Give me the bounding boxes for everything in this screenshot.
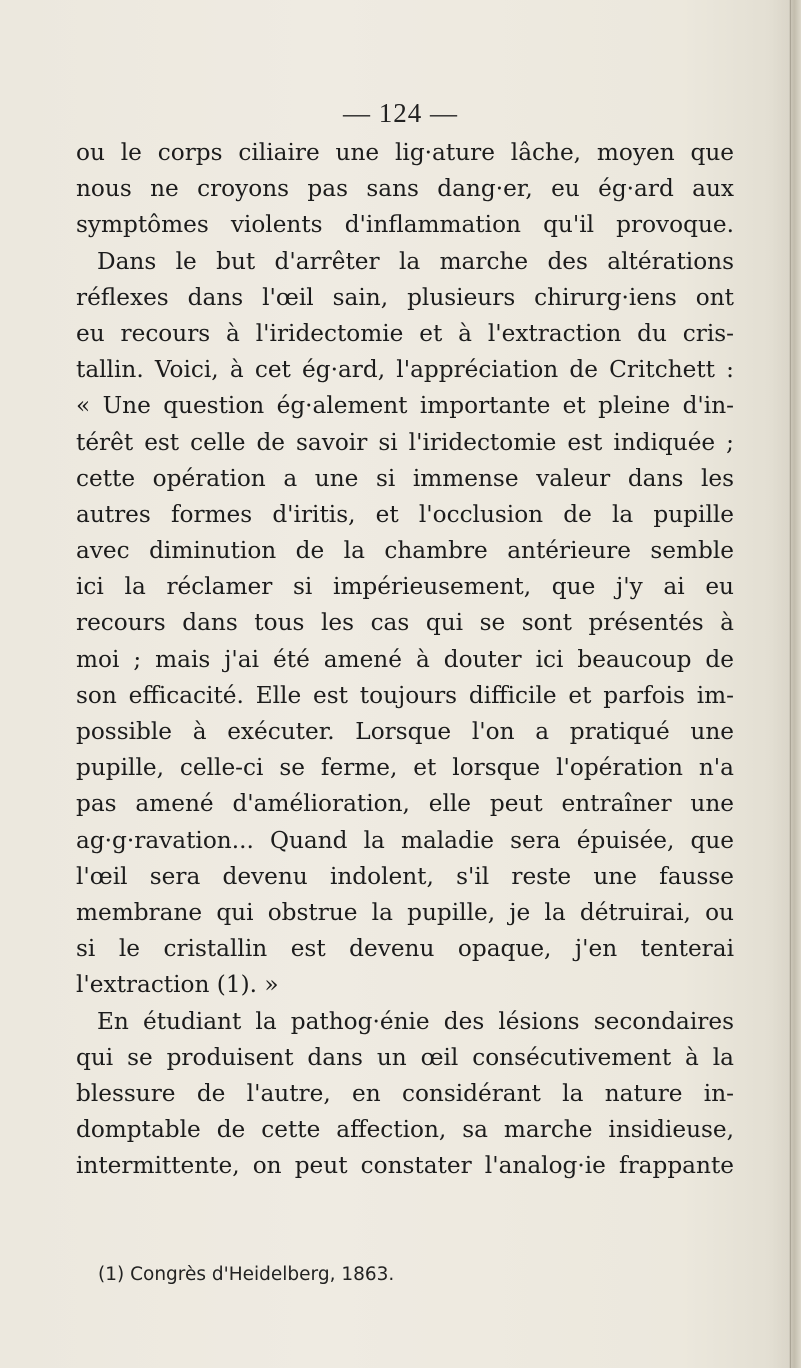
text-line: En étudiant la pathog·énie des lésions secondaires	[97, 1007, 734, 1035]
text-line: Dans le but d'arrêter la marche des altérations	[97, 247, 734, 275]
text-line: pas amené d'amélioration, elle peut entraîner une	[76, 790, 734, 818]
text-line: possible à exécuter. Lorsque l'on a pratiqué une	[76, 718, 734, 745]
text-line: moi ; mais j'ai été amené à douter ici beaucoup de	[76, 645, 734, 673]
text-line: qui se produisent dans un œil consécutivement à la	[76, 1043, 734, 1071]
text-line: membrane qui obstrue la pupille, je la détruirai, ou	[76, 898, 734, 926]
text-line: symptômes violents d'inflammation qu'il provoque.	[76, 211, 734, 239]
text-line: ag·g·ravation... Quand la maladie sera épuisée, que	[76, 826, 734, 854]
text-line: ici la réclamer si impérieusement, que j'y ai eu	[76, 573, 734, 601]
text-line: avec diminution de la chambre antérieure semble	[76, 537, 734, 565]
footnote: (1) Congrès d'Heidelberg, 1863.	[98, 1264, 395, 1285]
text-line: cette opération a une si immense valeur dans les	[76, 464, 734, 492]
text-line: recours dans tous les cas qui se sont présentés à	[76, 609, 734, 637]
text-line: l'extraction (1). »	[76, 971, 279, 999]
text-line: intermittente, on peut constater l'analog·ie frappante	[76, 1152, 734, 1180]
text-line: nous ne croyons pas sans dang·er, eu ég·ard aux	[76, 175, 734, 203]
page-number: — 124 —	[343, 98, 458, 128]
text-line: ou le corps ciliaire une lig·ature lâche, moyen que	[76, 139, 734, 166]
text-line: térêt est celle de savoir si l'iridectomie est indiquée ;	[76, 428, 734, 456]
text-line: domptable de cette affection, sa marche insidieuse,	[76, 1116, 734, 1144]
text-line: réflexes dans l'œil sain, plusieurs chirurg·iens ont	[76, 283, 734, 311]
text-line: son efficacité. Elle est toujours difficile et parfois im-	[76, 681, 734, 709]
text-line: autres formes d'iritis, et l'occlusion de la pupille	[76, 500, 734, 528]
text-line: l'œil sera devenu indolent, s'il reste une fausse	[76, 862, 734, 890]
body-text	[76, 135, 734, 1184]
text-line: tallin. Voici, à cet ég·ard, l'appréciation de Critchett :	[76, 356, 734, 384]
text-line: pupille, celle-ci se ferme, et lorsque l'opération n'a	[76, 754, 734, 782]
text-line: eu recours à l'iridectomie et à l'extraction du cris-	[76, 319, 734, 347]
text-line: blessure de l'autre, en considérant la nature in-	[76, 1079, 734, 1107]
page-edge-line	[790, 0, 791, 1368]
text-line: si le cristallin est devenu opaque, j'en tenterai	[76, 935, 734, 963]
text-line: « Une question ég·alement importante et pleine d'in-	[76, 392, 734, 420]
